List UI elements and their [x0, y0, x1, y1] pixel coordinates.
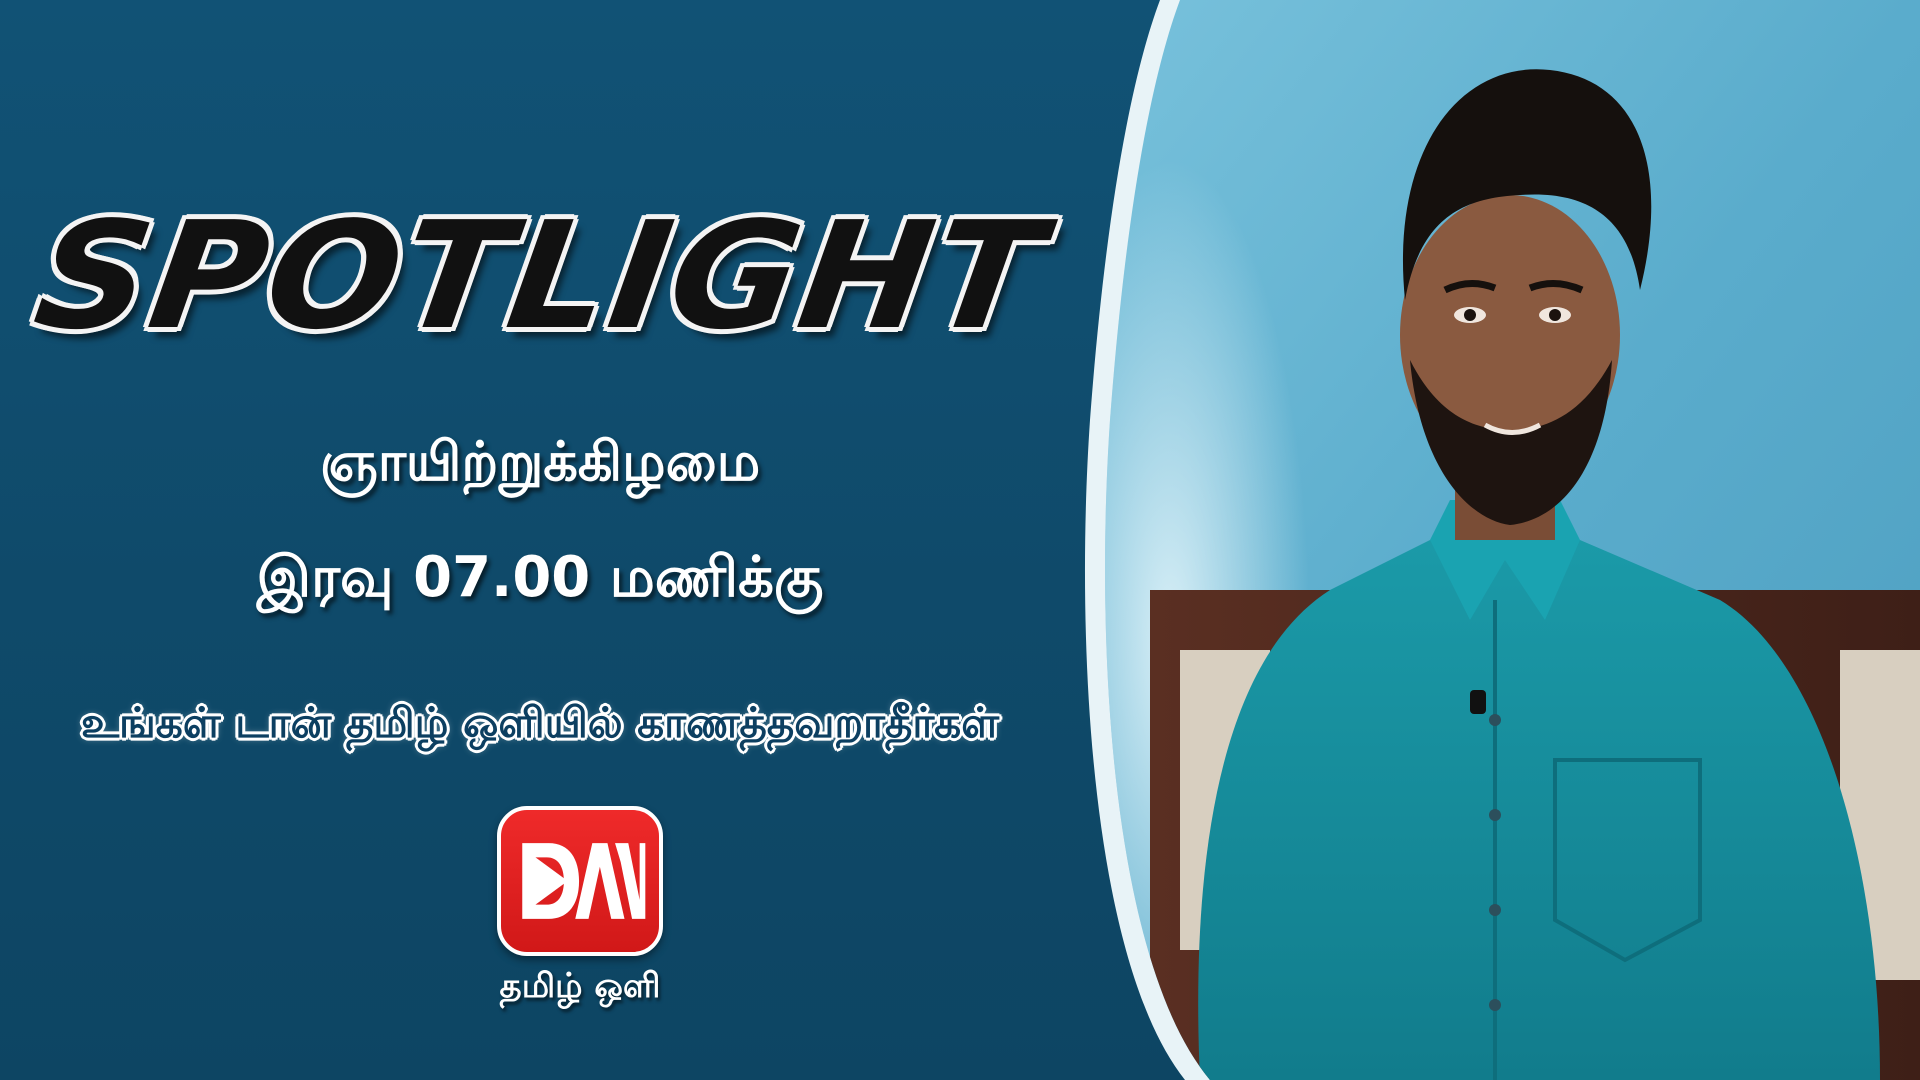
watch-prompt: உங்கள் டான் தமிழ் ஒளியில் காணத்தவறாதீர்கள் [80, 698, 1000, 747]
broadcast-day: ஞாயிற்றுக்கிழமை [319, 430, 761, 493]
broadcast-time: இரவு 07.00 மணிக்கு [256, 545, 824, 610]
dan-logo-icon [497, 806, 663, 956]
dan-logo-mark [501, 810, 659, 952]
logo-caption: தமிழ் ஒளி [499, 966, 661, 1006]
show-title: SPOTLIGHT [25, 190, 1055, 362]
